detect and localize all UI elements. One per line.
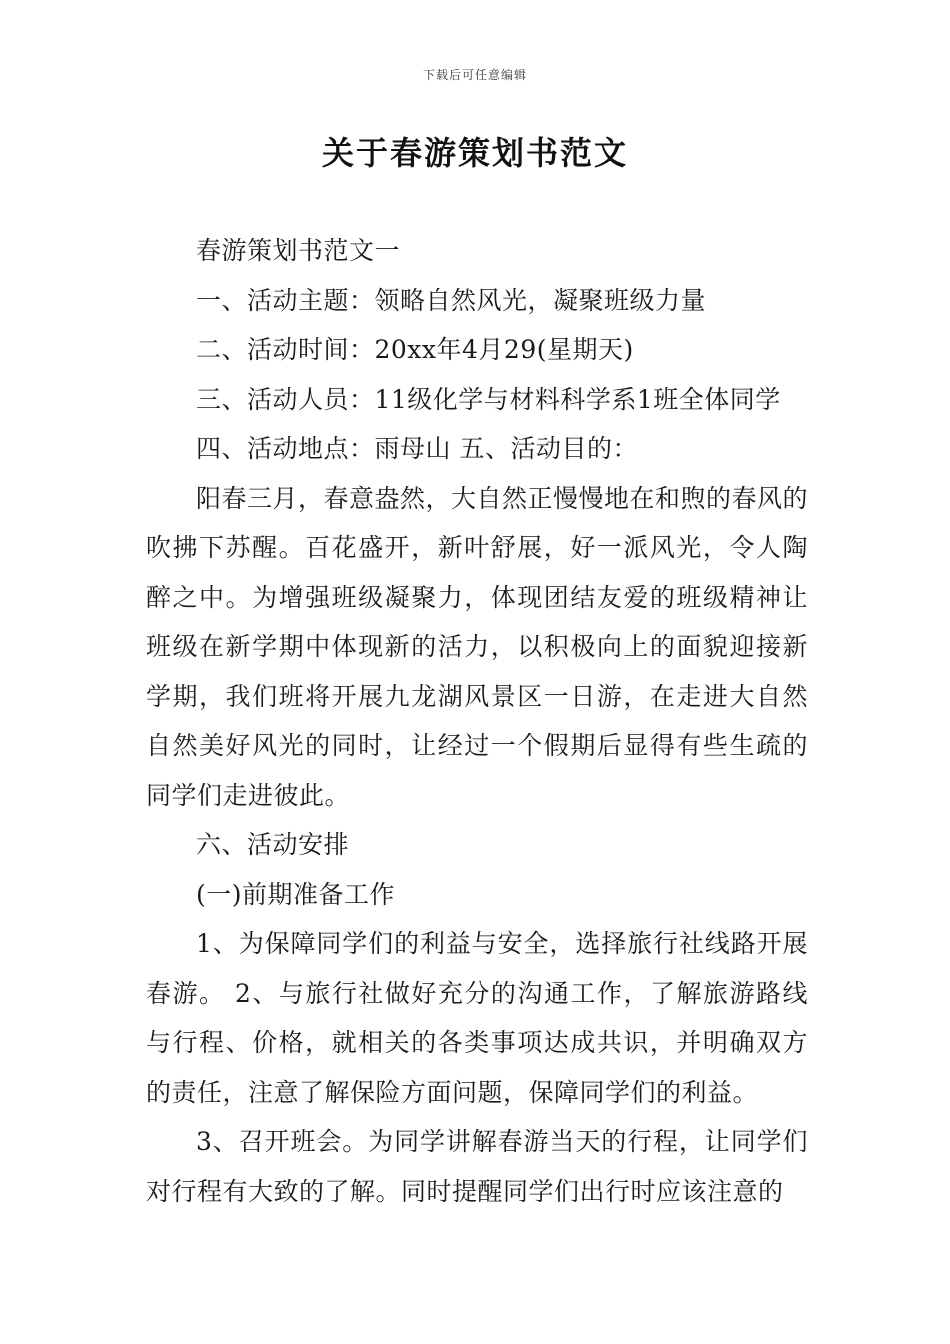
document-body — [146, 226, 808, 1216]
paragraph: (一)前期准备工作 — [196, 879, 396, 909]
paragraph: 1、为保障同学们的利益与安全，选择旅行社线路开展春游。 2、与旅行社做好充分的沟通工作，了解旅游路线与行程、价格，就相关的各类事项达成共识，并明确双方的责任，注意了解保险方面问题，保障同学们的利益。 — [146, 929, 808, 1107]
paragraph: 二、活动时间：20xx年4月29(星期天) — [196, 335, 634, 364]
paragraph: 春游策划书范文一 — [196, 236, 401, 265]
paragraph: 六、活动安排 — [196, 830, 350, 859]
paragraph: 一、活动主题：领略自然风光，凝聚班级力量 — [196, 285, 707, 315]
paragraph: 四、活动地点：雨母山 五、活动目的： — [196, 434, 638, 463]
document-title: 关于春游策划书范文 — [321, 134, 628, 172]
paragraph: 阳春三月，春意盎然，大自然正慢慢地在和煦的春风的吹拂下苏醒。百花盛开，新叶舒展，好一派风光，令人陶醉之中。为增强班级凝聚力，体现团结友爱的班级精神让班级在新学期中体现新的活力，以积极向上的面貌迎接新学期，我们班将开展九龙湖风景区一日游，在走进大自然自然美好风光的同时，让经过一个假期后显得有些生疏的同学们走进彼此。 — [146, 483, 809, 810]
paragraph: 三、活动人员：11级化学与材料科学系1班全体同学 — [196, 384, 781, 414]
paragraph: 3、召开班会。为同学讲解春游当天的行程，让同学们对行程有大致的了解。同时提醒同学们出行时应该注意的 — [146, 1127, 808, 1206]
header-note: 下载后可任意编辑 — [422, 68, 527, 82]
